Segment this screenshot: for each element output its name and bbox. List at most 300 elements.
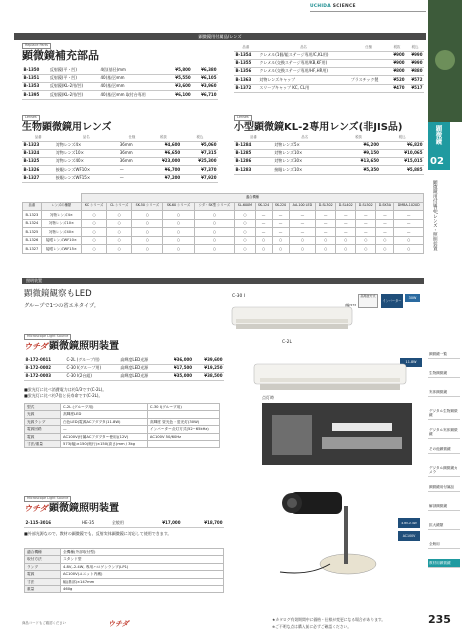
cell-code: B-1372 — [234, 84, 258, 92]
table-row — [22, 74, 218, 82]
cell-p2: ¥6,105 — [192, 74, 218, 82]
cell-name: 対物レンズ10× — [54, 149, 118, 157]
compat-mark: — — [376, 228, 394, 237]
spec-cell: 重量 — [25, 585, 61, 592]
spec-row — [25, 549, 224, 556]
cell-name: C-30 I(グループ用) — [65, 364, 119, 372]
cell-code: 8-172-0002 — [24, 364, 65, 372]
footer-note-2: ※ご不明な点は購入前に必ずご確認ください。 — [272, 624, 352, 629]
compat-mark: — — [272, 219, 289, 228]
column-header: KC シリーズ — [81, 202, 106, 211]
cell-spec: 高輝度LED光源 — [119, 356, 163, 364]
cell-spec — [349, 51, 388, 59]
spot-lamp-image — [270, 476, 380, 582]
table-row — [234, 59, 424, 67]
table-row — [23, 211, 424, 220]
compat-mark: ○ — [194, 236, 235, 245]
small-parts-table — [234, 46, 424, 93]
table-row — [22, 158, 218, 166]
table-row — [24, 364, 224, 372]
compat-mark: — — [336, 228, 356, 237]
cell-p2: ¥25,300 — [182, 158, 218, 166]
compat-mark: — — [272, 228, 289, 237]
cell-spec: 36mm — [118, 141, 145, 149]
cell-code: B-1324 — [22, 149, 54, 157]
kl2-lens-title: 小型顕微鏡KL-2専用レンズ(非JIS品) — [234, 122, 403, 133]
cell-code: B-1353 — [22, 83, 48, 91]
table-row — [23, 228, 424, 237]
cell-p2: ¥19,250 — [194, 364, 224, 372]
spec-cell: 全機種(外部取付型) — [61, 549, 224, 556]
cell-name: 対物レンズ5× — [273, 141, 337, 149]
table-row — [234, 68, 424, 76]
table-row — [23, 219, 424, 228]
compat-table — [22, 193, 424, 254]
spec-cell: 寸法/重量 — [25, 440, 61, 447]
table-row — [24, 373, 224, 381]
cell-name: クレメル(交換ステージ専用/KB,KF用) — [258, 59, 349, 67]
column-header: 品名 — [54, 136, 118, 141]
cell-code: 2-115-3016 — [24, 519, 81, 527]
page-number: 235 — [428, 613, 451, 626]
cell-name: スリーブキャップ KC, CL用 — [258, 84, 349, 92]
cell-p1: ¥3,600 — [166, 83, 192, 91]
compat-mark: ○ — [394, 236, 424, 245]
side-photo — [428, 0, 462, 122]
cell-p2: ¥10,065 — [380, 149, 424, 157]
side-nav-item[interactable]: 全般用 — [428, 540, 460, 549]
cell-name: 接眼レンズ10× — [273, 166, 337, 174]
cell-code: B-1323 — [22, 141, 54, 149]
spec-row — [25, 585, 224, 592]
cell-p2: ¥572 — [406, 76, 424, 84]
column-header: SK-124 — [255, 202, 272, 211]
cell-spec: 40(基径)mm — [99, 74, 166, 82]
spec-cell — [147, 440, 219, 447]
table-row — [234, 51, 424, 59]
column-header: 税込 — [182, 136, 218, 141]
compat-mark: — — [316, 219, 336, 228]
cell-p2: ¥880 — [406, 68, 424, 76]
spot-price-table — [24, 519, 224, 528]
cell-name: 接眼レンズWF15× — [41, 245, 81, 254]
compat-mark: ○ — [81, 219, 106, 228]
img-label-c2l-use: 点灯時 — [262, 395, 274, 400]
compat-mark: — — [356, 211, 376, 220]
cell-spec: 40(基径)mm 取付台専用 — [99, 91, 166, 99]
cell-spec — [349, 59, 388, 67]
compat-mark: ○ — [163, 236, 194, 245]
replace-parts-title: 顕微鏡補充部品 — [22, 49, 99, 62]
uchida-logo: ウチダ — [24, 342, 48, 351]
cell-p1: ¥470 — [388, 84, 406, 92]
cell-spec: プラスチック製 — [349, 76, 388, 84]
compat-mark: ○ — [255, 236, 272, 245]
compat-mark: ○ — [394, 245, 424, 254]
cell-spec — [349, 68, 388, 76]
column-header: SL-600M — [235, 202, 255, 211]
cell-code: B-1354 — [234, 51, 258, 59]
cell-spec — [349, 84, 388, 92]
spec-header-cell: C-30 I(グループ用) — [147, 404, 219, 411]
compat-mark: ○ — [163, 228, 194, 237]
cell-name: 反射鏡(平・凹) — [48, 74, 99, 82]
cell-p1: ¥7,200 — [145, 174, 181, 182]
column-header: 品番 — [22, 136, 54, 141]
compat-mark: — — [289, 228, 316, 237]
led-lead: 顕微鏡観察もLED — [24, 289, 92, 299]
dim-note: (幅)573 — [345, 303, 357, 307]
badge-inverter: インバーター — [381, 294, 403, 308]
side-tab-microscope[interactable] — [428, 122, 450, 170]
led-subtitle: グループで1つの省エネタイプ。 — [24, 303, 99, 309]
spec-row — [25, 411, 220, 418]
spec-cell: 電源 — [25, 433, 61, 440]
cell-code: B-1327 — [23, 245, 42, 254]
table-row — [24, 356, 224, 364]
compat-mark: ○ — [235, 236, 255, 245]
cell-p1: ¥6,200 — [337, 141, 381, 149]
cell-p2: ¥5,885 — [380, 166, 424, 174]
kl2-lens-badge: Lenses — [234, 115, 252, 121]
side-nav-item[interactable]: デジタル顕微鏡カメラ — [428, 464, 460, 477]
side-nav-item[interactable]: 生物顕微鏡 — [428, 369, 460, 378]
cell-p1: ¥800 — [388, 68, 406, 76]
column-header: 品番 — [23, 202, 42, 211]
led-price-table — [24, 356, 224, 381]
spec-cell: 適合機種 — [25, 549, 61, 556]
lighting-bar-label: 照明装置 — [26, 278, 42, 283]
cell-p2: ¥3,960 — [192, 83, 218, 91]
compat-mark: — — [255, 228, 272, 237]
spec-cell: インバーター点灯方式(52~65kHz) — [147, 426, 219, 433]
spec-cell: 高輝度LED — [61, 411, 148, 418]
compat-mark: ○ — [107, 219, 132, 228]
side-nav-item[interactable]: デジタル実体顕微鏡 — [428, 426, 460, 439]
spec-cell: 光源ランプ — [25, 418, 61, 425]
cell-code: B-1351 — [22, 74, 48, 82]
spec-cell: ランプ — [25, 563, 61, 570]
compat-mark: ○ — [336, 245, 356, 254]
cell-p2: ¥6,710 — [192, 91, 218, 99]
spec-cell — [147, 411, 219, 418]
column-header: D-SL502 — [356, 202, 376, 211]
led-note-2: ■蛍光灯に比べ約7倍と長寿命です(C-2L)。 — [24, 393, 103, 398]
spec-cell: 幅(基部)×147mm — [61, 578, 224, 585]
compat-mark: ○ — [235, 245, 255, 254]
table-row — [22, 141, 218, 149]
kl2-lens-table — [234, 136, 424, 175]
compat-mark: ○ — [356, 245, 376, 254]
compat-mark: ○ — [289, 245, 316, 254]
cell-spec: 40(基径)mm — [99, 83, 166, 91]
cell-code: B-1326 — [23, 236, 42, 245]
column-header: 品番 — [234, 46, 258, 51]
cell-p2: ¥39,600 — [194, 356, 224, 364]
column-header: 税抜 — [388, 46, 406, 51]
compat-mark: — — [336, 211, 356, 220]
cell-name: クレメル(交換ステージ専用/HF,HR用) — [258, 68, 349, 76]
cell-name: 対物レンズ10× — [41, 219, 81, 228]
spot-spec-table — [24, 548, 224, 593]
compat-mark: ○ — [235, 219, 255, 228]
badge-ac: AC100V — [398, 531, 420, 541]
spec-row — [25, 556, 224, 563]
compat-mark: — — [394, 211, 424, 220]
table-row — [22, 174, 218, 182]
bio-lens-badge: Lenses — [22, 115, 40, 121]
compat-mark: ○ — [81, 228, 106, 237]
cell-p1: ¥900 — [388, 51, 406, 59]
badge-lamp: 4.8V-2.4W — [398, 518, 420, 528]
compat-mark: ○ — [194, 211, 235, 220]
side-nav-item[interactable]: 拡大鏡類 — [428, 521, 460, 530]
cell-p1: ¥900 — [388, 59, 406, 67]
cell-p2: ¥517 — [406, 84, 424, 92]
footer-note-1: ★カタログ有効期間中に価格・仕様が変更になる場合があります。 — [272, 617, 386, 622]
column-header: DMBA-1020D — [394, 202, 424, 211]
cell-p2: ¥38,500 — [194, 373, 224, 381]
cell-code: 8-172-0011 — [24, 356, 65, 364]
side-nav-item[interactable]: 顕微鏡一覧 — [428, 350, 460, 359]
cell-spec: 高輝度LED光源 — [119, 373, 163, 381]
compat-mark: ○ — [163, 219, 194, 228]
cell-p1: ¥6,650 — [145, 149, 181, 157]
led-title: 顕微鏡照明装置 — [48, 341, 119, 352]
cell-spec: 全般用 — [110, 519, 140, 527]
compat-mark: ○ — [81, 211, 106, 220]
led-notes — [24, 387, 106, 399]
footer-brand: ウチダ — [108, 620, 129, 628]
spec-row — [25, 426, 220, 433]
spec-row — [25, 563, 224, 570]
cell-p1: ¥5,550 — [166, 74, 192, 82]
spec-header-row — [25, 404, 220, 411]
compat-mark: — — [394, 228, 424, 237]
column-header: D-SK5A — [376, 202, 394, 211]
cell-p1: ¥23,000 — [145, 158, 181, 166]
spec-cell: 高輝度 昼光色・蛍光灯(30W) — [147, 418, 219, 425]
spec-cell: スタンド型 — [61, 556, 224, 563]
cell-spec: 36mm — [118, 158, 145, 166]
spec-cell: 電源回路 — [25, 426, 61, 433]
spec-cell: AC100V(ユニット内蔵) — [61, 571, 224, 578]
spec-cell: 460g — [61, 585, 224, 592]
led-note-1: ■蛍光灯に比べ消費電力は約1/3です(C-2L)。 — [24, 387, 107, 392]
cell-code: B-1283 — [234, 166, 273, 174]
column-header: 仕様 — [349, 46, 388, 51]
compat-mark: ○ — [132, 219, 163, 228]
cell-name: C-30 I(2台組) — [65, 373, 119, 381]
compat-mark: ○ — [272, 245, 289, 254]
column-header: 品名 — [258, 46, 349, 51]
replace-parts-badge: Replace Parts — [22, 43, 51, 49]
spec-cell: — — [61, 426, 148, 433]
c30-lamp-image — [230, 302, 355, 332]
cell-name: 対物レンズキャップ — [258, 76, 349, 84]
badge-30w: 30W — [405, 294, 420, 302]
c2l-lamp-image — [250, 360, 410, 392]
cell-code: B-1350 — [22, 66, 48, 74]
compat-mark: — — [255, 219, 272, 228]
cell-name: 反射鏡(KL-2用/凹) — [48, 91, 99, 99]
cell-code: B-1286 — [234, 158, 273, 166]
compat-mark: — — [316, 228, 336, 237]
table-row — [234, 76, 424, 84]
cell-code: B-1326 — [22, 166, 54, 174]
cell-p1: ¥17,500 — [163, 364, 193, 372]
table-row — [22, 149, 218, 157]
spot-badge: Microscope Light Source — [24, 496, 71, 502]
compat-mark: ○ — [194, 245, 235, 254]
cell-p2: ¥990 — [406, 59, 424, 67]
bio-lens-table — [22, 136, 218, 183]
img-label-c30: C-30 I — [232, 294, 245, 299]
side-nav-item[interactable]: デジタル生物顕微鏡 — [428, 407, 460, 420]
header-rule — [310, 11, 426, 12]
compat-mark: — — [394, 219, 424, 228]
cell-p2: ¥15,015 — [380, 158, 424, 166]
compat-mark: ○ — [235, 211, 255, 220]
spec-cell: 光源 — [25, 411, 61, 418]
cell-name: 接眼レンズWF15× — [54, 174, 118, 182]
side-vertical-label: 顕微鏡用付属品/レンズ・照明装置 — [432, 180, 438, 251]
badge-11w: 11.8W — [400, 358, 422, 367]
cell-name: C-2L (グループ用) — [65, 356, 119, 364]
cell-name: 対物レンズ10× — [273, 149, 337, 157]
compat-mark: ○ — [163, 245, 194, 254]
spec-cell: 寸法 — [25, 578, 61, 585]
cell-name: 接眼レンズWF10× — [41, 236, 81, 245]
compat-mark: ○ — [132, 236, 163, 245]
table-row — [234, 149, 424, 157]
cell-p1: ¥17,000 — [140, 519, 182, 527]
compat-mark: ○ — [376, 245, 394, 254]
compat-mark: — — [255, 211, 272, 220]
cell-p2: ¥7,370 — [182, 166, 218, 174]
img-label-c2l: C-2L — [282, 340, 292, 345]
compat-mark: ○ — [163, 211, 194, 220]
cell-code: B-1324 — [23, 219, 42, 228]
cell-name: 接眼レンズWF10× — [54, 166, 118, 174]
spot-title-row — [24, 503, 119, 515]
lighting-bar — [22, 278, 424, 284]
led-badge: Microscope Light Source — [24, 334, 71, 340]
cell-code: 8-172-0003 — [24, 373, 65, 381]
spec-row — [25, 433, 220, 440]
column-header: 品番 — [234, 136, 273, 141]
side-tab-number: 02 — [430, 156, 444, 167]
spec-row — [25, 578, 224, 585]
cell-spec: — — [118, 166, 145, 174]
cell-code: B-1325 — [22, 158, 54, 166]
column-header: SK-50 シリーズ — [132, 202, 163, 211]
cell-spec: 4倍(基径)mm — [99, 66, 166, 74]
cell-spec: 高輝度LED光源 — [119, 364, 163, 372]
cell-spec: — — [118, 174, 145, 182]
led-spec-table — [24, 403, 220, 448]
compat-mark: ○ — [107, 236, 132, 245]
compat-mark: — — [376, 211, 394, 220]
cell-p1: ¥6,700 — [145, 166, 181, 174]
cell-spec: 36mm — [118, 149, 145, 157]
compat-mark: ○ — [194, 228, 235, 237]
side-nav-item[interactable]: 顕微鏡用付属品 — [428, 483, 460, 492]
compat-mark: ○ — [107, 245, 132, 254]
badge-hf: 高周波方式 — [358, 294, 378, 308]
column-header: 品名 — [273, 136, 337, 141]
spec-header-cell: 型式 — [25, 404, 61, 411]
compat-mark: ○ — [107, 228, 132, 237]
compat-mark: ○ — [132, 245, 163, 254]
compat-mark: ○ — [289, 236, 316, 245]
table-row — [234, 158, 424, 166]
cell-p1: ¥13,650 — [337, 158, 381, 166]
compat-mark: — — [272, 211, 289, 220]
cell-name: クレメル(1個/組ステージ専用/C,KL用) — [258, 51, 349, 59]
column-header: CL シリーズ — [107, 202, 132, 211]
compat-mark: ○ — [356, 236, 376, 245]
compat-mark: — — [289, 211, 316, 220]
compat-mark: — — [376, 219, 394, 228]
compat-mark: ○ — [336, 236, 356, 245]
table-row — [234, 141, 424, 149]
column-header: D-SL402 — [336, 202, 356, 211]
compat-mark: ○ — [255, 245, 272, 254]
cell-p1: ¥36,000 — [163, 356, 193, 364]
compat-mark: — — [356, 228, 376, 237]
table-row — [22, 66, 218, 74]
footer-left-note: 商品コードもご確認ください — [22, 621, 67, 625]
spec-cell: AC100V 50/60Hz — [147, 433, 219, 440]
compat-mark: — — [336, 219, 356, 228]
spec-cell: 4.8V,-2.4W, 専用ハロゲンランプ(LP1) — [61, 563, 224, 570]
side-nav-item[interactable]: その他顕微鏡 — [428, 445, 460, 454]
cell-code: B-1327 — [22, 174, 54, 182]
cell-code: B-1363 — [234, 76, 258, 84]
compat-mark: ○ — [376, 236, 394, 245]
side-tab-label: 顕微鏡 — [434, 125, 443, 145]
cell-code: B-1325 — [23, 228, 42, 237]
cell-p2: ¥5,060 — [182, 141, 218, 149]
compat-mark: ○ — [81, 245, 106, 254]
cell-code: B-1284 — [234, 141, 273, 149]
cell-p2: ¥18,700 — [182, 519, 224, 527]
column-header: AA-100 LED — [289, 202, 316, 211]
column-header: 税抜 — [145, 136, 181, 141]
column-header: SK-60 シリーズ — [163, 202, 194, 211]
side-nav-item[interactable]: 実体顕微鏡 — [428, 388, 460, 397]
cell-name: 対物レンズ40× — [54, 158, 118, 166]
side-nav-item[interactable]: 解剖顕微鏡 — [428, 502, 460, 511]
column-header: 税抜 — [337, 136, 381, 141]
column-header: レンズの種類 — [41, 202, 81, 211]
cell-code: B-1323 — [23, 211, 42, 220]
cell-p1: ¥520 — [388, 76, 406, 84]
uchida-logo-2: ウチダ — [24, 504, 48, 513]
table-row — [23, 245, 424, 254]
cell-name: 対物レンズ4× — [54, 141, 118, 149]
cell-p2: ¥7,920 — [182, 174, 218, 182]
table-row — [22, 91, 218, 99]
cell-name: 反射鏡(KL-2用/凹) — [48, 83, 99, 91]
table-row — [22, 166, 218, 174]
side-nav-item[interactable]: 教材用顕微鏡 — [428, 559, 460, 568]
compat-mark: ○ — [194, 219, 235, 228]
compat-mark: ○ — [272, 236, 289, 245]
compat-mark: ○ — [132, 228, 163, 237]
cell-name: 反射鏡(平・凹) — [48, 66, 99, 74]
